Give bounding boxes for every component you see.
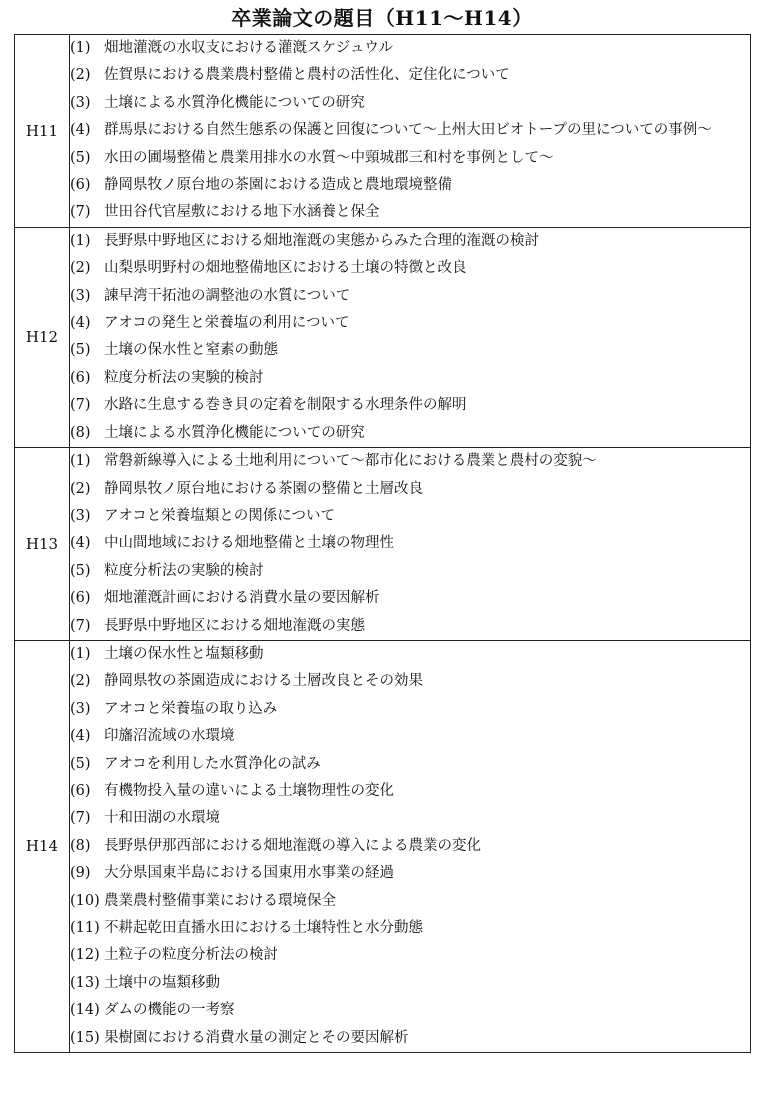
thesis-item	[70, 751, 750, 778]
thesis-number: (1)	[70, 40, 91, 56]
thesis-number: (4)	[70, 315, 91, 332]
thesis-number: (2)	[70, 67, 91, 84]
thesis-number: (2)	[70, 260, 91, 277]
thesis-number: (6)	[70, 782, 91, 799]
thesis-item	[70, 997, 750, 1024]
thesis-title: アオコと栄養塩類との関係について	[104, 507, 335, 524]
thesis-number: (7)	[70, 397, 91, 414]
thesis-title: 静岡県牧ノ原台地における茶園の整備と土層改良	[104, 480, 423, 497]
thesis-title: 長野県伊那西部における畑地潅漑の導入による農業の変化	[104, 837, 481, 854]
thesis-number: (5)	[70, 342, 91, 359]
page-title: 卒業論文の題目（H11～H14）	[231, 6, 533, 30]
thesis-item	[70, 805, 750, 832]
thesis-item	[70, 888, 750, 915]
thesis-title: ダムの機能の一考察	[104, 1002, 235, 1019]
thesis-list	[70, 35, 751, 228]
thesis-number: (4)	[70, 122, 91, 139]
thesis-item	[70, 778, 750, 805]
year-group-row	[15, 35, 751, 228]
year-label: H13	[15, 448, 70, 641]
thesis-number: (2)	[70, 480, 91, 497]
thesis-list	[70, 227, 751, 447]
thesis-title: 印旛沼流域の水環境	[104, 728, 235, 745]
thesis-title: 世田谷代官屋敷における地下水涵養と保全	[104, 204, 380, 221]
thesis-item	[70, 199, 750, 226]
thesis-item	[70, 392, 750, 419]
thesis-number: (5)	[70, 149, 91, 166]
thesis-list	[70, 448, 751, 641]
thesis-number: (8)	[70, 424, 91, 441]
thesis-list	[70, 640, 751, 1052]
thesis-title: 群馬県における自然生態系の保護と回復について～上州大田ビオトープの里についての事例～	[104, 122, 712, 139]
thesis-number: (12)	[70, 947, 100, 964]
thesis-title: 静岡県牧ノ原台地の茶園における造成と農地環境整備	[104, 177, 452, 194]
thesis-title: 長野県中野地区における畑地潅漑の実態	[104, 617, 365, 634]
thesis-item	[70, 365, 750, 392]
thesis-title: 中山間地域における畑地整備と土壌の物理性	[104, 535, 394, 552]
thesis-item	[70, 62, 750, 89]
thesis-title: 佐賀県における農業農村整備と農村の活性化、定住化について	[104, 67, 510, 84]
thesis-item	[70, 970, 750, 997]
thesis-item	[70, 476, 750, 503]
thesis-title: 農業農村整備事業における環境保全	[104, 892, 336, 909]
thesis-number: (2)	[70, 673, 91, 690]
thesis-number: (7)	[70, 810, 91, 827]
thesis-number: (15)	[70, 1029, 100, 1046]
thesis-item	[70, 310, 750, 337]
thesis-item	[70, 696, 750, 723]
thesis-item	[70, 613, 750, 640]
thesis-title: 土壌の保水性と塩類移動	[104, 645, 264, 662]
year-label: H14	[15, 640, 70, 1052]
thesis-title: 十和田湖の水環境	[104, 810, 220, 827]
thesis-item	[70, 172, 750, 199]
thesis-number: (7)	[70, 204, 91, 221]
thesis-item	[70, 942, 750, 969]
thesis-number: (6)	[70, 590, 91, 607]
thesis-title: 土壌中の塩類移動	[104, 974, 220, 991]
thesis-title: 常磐新線導入による土地利用について～都市化における農業と農村の変貌～	[104, 453, 597, 470]
thesis-title: 土壌の保水性と窒素の動態	[104, 342, 278, 359]
thesis-number: (3)	[70, 700, 91, 717]
thesis-table	[14, 34, 751, 1053]
thesis-number: (3)	[70, 94, 91, 111]
thesis-title: 土粒子の粒度分析法の検討	[104, 947, 278, 964]
thesis-number: (4)	[70, 535, 91, 552]
thesis-item	[70, 283, 750, 310]
thesis-item	[70, 558, 750, 585]
thesis-title: 土壌による水質浄化機能についての研究	[104, 94, 365, 111]
thesis-number: (5)	[70, 562, 91, 579]
year-group-row	[15, 640, 751, 1052]
year-label: H11	[15, 35, 70, 228]
thesis-number: (3)	[70, 507, 91, 524]
thesis-number: (11)	[70, 920, 100, 936]
thesis-title: 山梨県明野村の畑地整備地区における土壌の特徴と改良	[104, 260, 467, 277]
thesis-item	[70, 723, 750, 750]
thesis-title: 粒度分析法の実験的検討	[104, 562, 264, 579]
thesis-title: アオコを利用した水質浄化の試み	[104, 755, 321, 772]
thesis-item	[70, 448, 750, 475]
thesis-title: 土壌による水質浄化機能についての研究	[104, 424, 365, 441]
thesis-title: 有機物投入量の違いによる土壌物理性の変化	[104, 782, 394, 799]
thesis-number: (4)	[70, 728, 91, 745]
thesis-item	[70, 337, 750, 364]
thesis-title: 静岡県牧の茶園造成における土層改良とその効果	[104, 673, 423, 690]
year-label: H12	[15, 227, 70, 447]
thesis-item	[70, 503, 750, 530]
thesis-item	[70, 530, 750, 557]
thesis-item	[70, 668, 750, 695]
thesis-number: (14)	[70, 1002, 100, 1019]
thesis-number: (1)	[70, 645, 91, 662]
year-group-row	[15, 227, 751, 447]
thesis-item	[70, 915, 750, 942]
thesis-number: (8)	[70, 837, 91, 854]
thesis-item	[70, 90, 750, 117]
thesis-item	[70, 255, 750, 282]
thesis-number: (6)	[70, 369, 91, 386]
thesis-number: (1)	[70, 453, 91, 470]
thesis-item	[70, 35, 750, 62]
thesis-item	[70, 641, 750, 668]
thesis-table-body	[15, 35, 751, 1053]
thesis-title: 水田の圃場整備と農業用排水の水質～中頸城郡三和村を事例として～	[104, 149, 554, 166]
thesis-item	[70, 145, 750, 172]
thesis-number: (3)	[70, 287, 91, 304]
thesis-title: 粒度分析法の実験的検討	[104, 369, 264, 386]
thesis-number: (7)	[70, 617, 91, 634]
thesis-number: (6)	[70, 177, 91, 194]
thesis-title: 水路に生息する巻き貝の定着を制限する水理条件の解明	[104, 397, 467, 414]
thesis-item	[70, 228, 750, 255]
thesis-item	[70, 117, 750, 144]
thesis-item	[70, 860, 750, 887]
thesis-number: (10)	[70, 892, 100, 909]
year-group-row	[15, 448, 751, 641]
thesis-title: 諫早湾干拓池の調整池の水質について	[104, 287, 351, 304]
thesis-title: アオコの発生と栄養塩の利用について	[104, 315, 350, 332]
thesis-title: 不耕起乾田直播水田における土壌特性と水分動態	[104, 920, 423, 936]
thesis-number: (5)	[70, 755, 91, 772]
thesis-title: 果樹園における消費水量の測定とその要因解析	[104, 1029, 409, 1046]
thesis-item	[70, 420, 750, 447]
thesis-number: (13)	[70, 974, 100, 991]
thesis-item	[70, 585, 750, 612]
thesis-title: 畑地灌漑計画における消費水量の要因解析	[104, 590, 380, 607]
thesis-title: アオコと栄養塩の取り込み	[104, 700, 278, 717]
thesis-item	[70, 1025, 750, 1052]
thesis-title: 畑地灌漑の水収支における灌漑スケジュウル	[104, 40, 393, 56]
thesis-number: (1)	[70, 232, 91, 249]
thesis-item	[70, 833, 750, 860]
thesis-title: 大分県国東半島における国東用水事業の経過	[104, 865, 394, 882]
thesis-number: (9)	[70, 865, 91, 882]
thesis-title: 長野県中野地区における畑地潅漑の実態からみた合理的潅漑の検討	[104, 232, 539, 249]
